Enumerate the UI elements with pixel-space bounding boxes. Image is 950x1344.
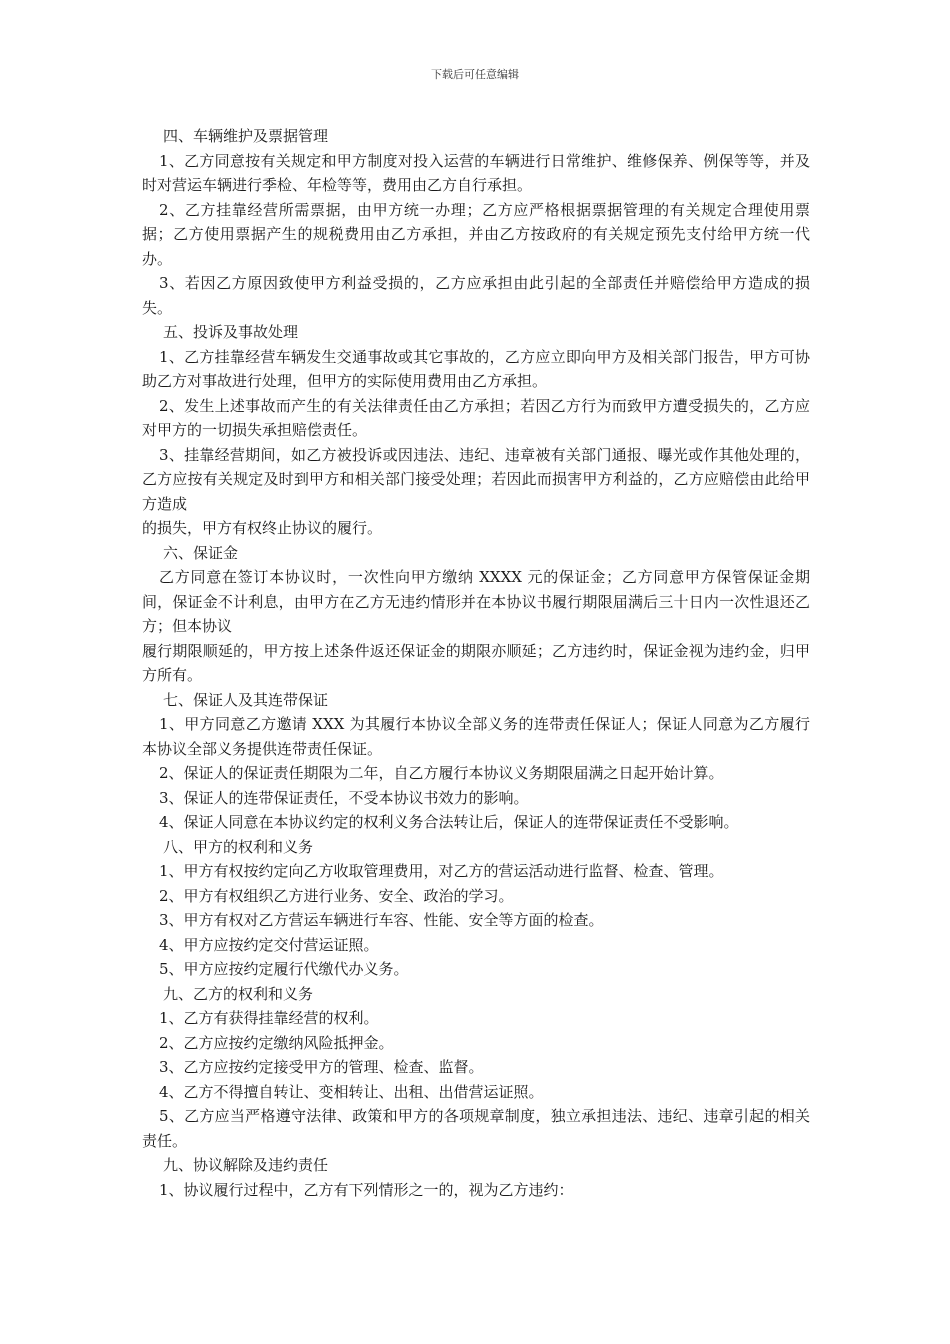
clause-9-5: 5、乙方应当严格遵守法律、政策和甲方的各项规章制度，独立承担违法、违纪、违章引起的相关责任。 <box>142 1107 810 1150</box>
clause-7-2: 2、保证人的保证责任期限为二年，自乙方履行本协议义务期限届满之日起开始计算。 <box>159 764 724 782</box>
section-heading-8: 八、甲方的权利和义务 <box>163 837 314 856</box>
clause-5-1: 1、乙方挂靠经营车辆发生交通事故或其它事故的，乙方应立即向甲方及相关部门报告，甲方可协助乙方对事故进行处理，但甲方的实际使用费用由乙方承担。 <box>142 347 810 390</box>
clause-8-1: 1、甲方有权按约定向乙方收取管理费用，对乙方的营运活动进行监督、检查、管理。 <box>159 862 724 880</box>
clause-6-1-continued: 履行期限顺延的，甲方按上述条件返还保证金的期限亦顺延；乙方违约时，保证金视为违约金，归甲方所有。 <box>142 641 810 684</box>
clause-6-1: 乙方同意在签订本协议时，一次性向甲方缴纳 XXXX 元的保证金；乙方同意甲方保管保证金期间，保证金不计利息，由甲方在乙方无违约情形并在本协议书履行期限届满后三十日内一次性退还乙方；但本协议 <box>142 568 810 635</box>
section-heading-5: 五、投诉及事故处理 <box>163 323 299 341</box>
clause-termination-1: 1、协议履行过程中，乙方有下列情形之一的，视为乙方违约： <box>159 1180 574 1199</box>
clause-4-1: 1、乙方同意按有关规定和甲方制度对投入运营的车辆进行日常维护、维修保养、例保等等，并及时对营运车辆进行季检、年检等等，费用由乙方自行承担。 <box>142 151 810 194</box>
section-heading-9: 九、乙方的权利和义务 <box>163 984 314 1003</box>
clause-4-2: 2、乙方挂靠经营所需票据，由甲方统一办理；乙方应严格根据票据管理的有关规定合理使用票据；乙方使用票据产生的规税费用由乙方承担，并由乙方按政府的有关规定预先支付给甲方统一代办。 <box>142 200 810 268</box>
clause-8-5: 5、甲方应按约定履行代缴代办义务。 <box>159 960 409 978</box>
document-body <box>142 124 810 1202</box>
clause-8-2: 2、甲方有权组织乙方进行业务、安全、政治的学习。 <box>159 886 514 905</box>
clause-5-3-continued: 的损失，甲方有权终止协议的履行。 <box>142 519 383 537</box>
section-heading-termination: 九、协议解除及违约责任 <box>163 1156 329 1174</box>
clause-7-1: 1、甲方同意乙方邀请 XXX 为其履行本协议全部义务的连带责任保证人；保证人同意为乙方履行本协议全部义务提供连带责任保证。 <box>142 715 810 758</box>
page-header: 下载后可任意编辑 <box>431 68 519 81</box>
section-heading-7: 七、保证人及其连带保证 <box>163 690 329 709</box>
section-heading-4: 四、车辆维护及票据管理 <box>163 127 329 145</box>
clause-5-3: 3、挂靠经营期间，如乙方被投诉或因违法、违纪、违章被有关部门通报、曝光或作其他处理的，乙方应按有关规定及时到甲方和相关部门接受处理；若因此而损害甲方利益的，乙方应赔偿由此给甲方造成 <box>142 445 810 513</box>
clause-8-4: 4、甲方应按约定交付营运证照。 <box>159 935 379 954</box>
clause-9-3: 3、乙方应按约定接受甲方的管理、检查、监督。 <box>159 1058 484 1076</box>
clause-4-3: 3、若因乙方原因致使甲方利益受损的，乙方应承担由此引起的全部责任并赔偿给甲方造成的损失。 <box>142 274 810 317</box>
clause-8-3: 3、甲方有权对乙方营运车辆进行车容、性能、安全等方面的检查。 <box>159 911 604 929</box>
clause-9-2: 2、乙方应按约定缴纳风险抵押金。 <box>159 1033 394 1052</box>
clause-7-3: 3、保证人的连带保证责任，不受本协议书效力的影响。 <box>159 788 529 807</box>
clause-5-2: 2、发生上述事故而产生的有关法律责任由乙方承担；若因乙方行为而致甲方遭受损失的，乙方应对甲方的一切损失承担赔偿责任。 <box>142 396 810 439</box>
section-heading-6: 六、保证金 <box>163 543 239 562</box>
clause-9-1: 1、乙方有获得挂靠经营的权利。 <box>159 1009 379 1027</box>
clause-7-4: 4、保证人同意在本协议约定的权利义务合法转让后，保证人的连带保证责任不受影响。 <box>159 813 739 831</box>
clause-9-4: 4、乙方不得擅自转让、变相转让、出租、出借营运证照。 <box>159 1082 544 1101</box>
